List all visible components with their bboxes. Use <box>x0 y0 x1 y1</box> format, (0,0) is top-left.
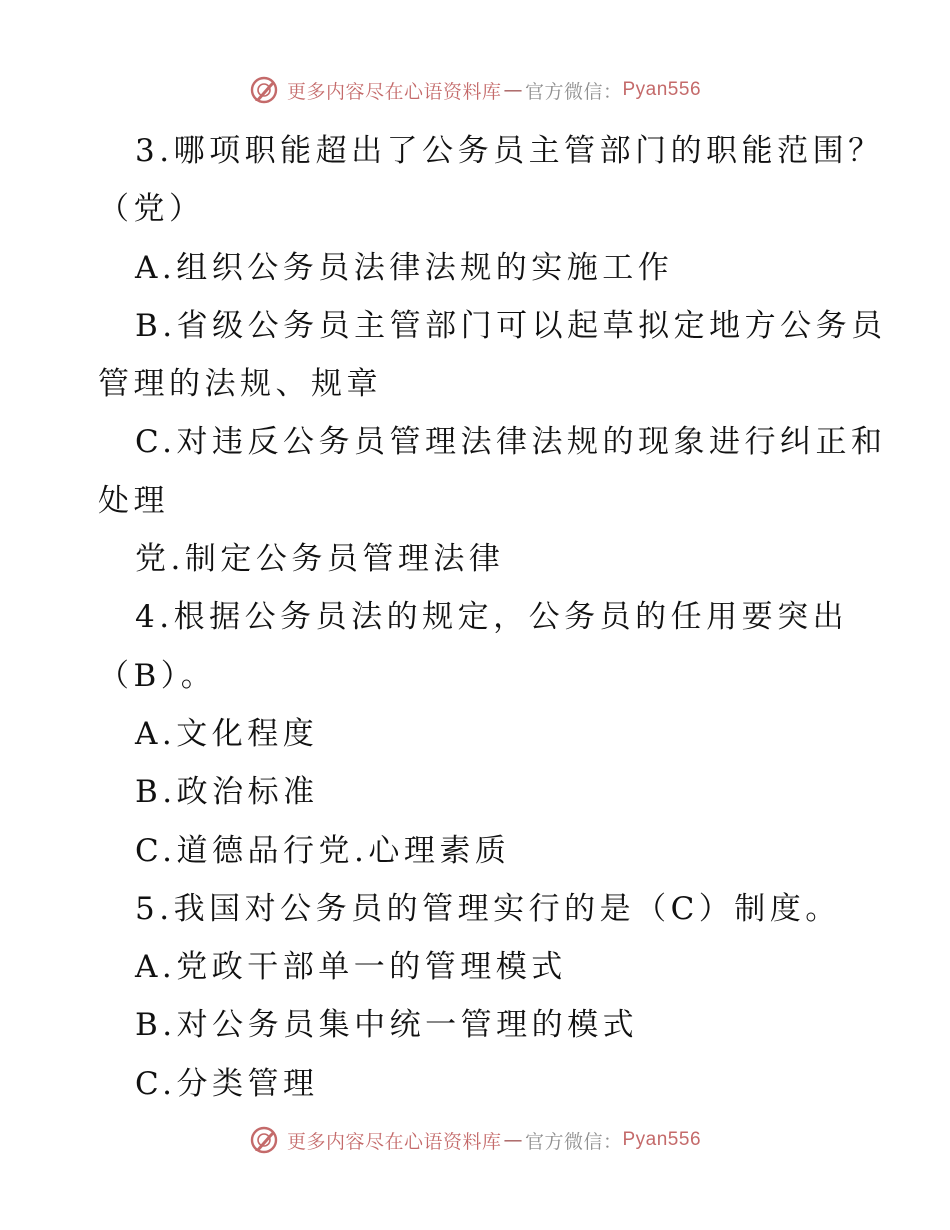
watermark-wechat-id: Pyan556 <box>622 79 702 100</box>
document-body <box>98 122 887 1113</box>
header-watermark <box>0 70 950 110</box>
quill-seal-icon <box>249 75 279 105</box>
question-4-line-1: 4.根据公务员法的规定，公务员的任用要突出 <box>135 599 849 636</box>
question-3-option-a: A.组织公务员法律法规的实施工作 <box>135 249 674 286</box>
watermark-official-label: 官方微信： <box>524 1130 623 1153</box>
question-4-option-b: B.政治标准 <box>135 774 319 811</box>
question-3-option-b-line-2: 管理的法规、规章 <box>98 366 382 403</box>
question-3-answer: （党） <box>98 191 205 228</box>
quill-seal-icon <box>249 1125 279 1155</box>
watermark-wechat-id: Pyan556 <box>622 1129 702 1150</box>
question-5-option-b: B.对公务员集中统一管理的模式 <box>135 1007 639 1044</box>
question-3-option-c-line-1: C.对违反公务员管理法律法规的现象进行纠正和 <box>135 424 887 461</box>
question-3-option-b-line-1: B.省级公务员主管部门可以起草拟定地方公务员 <box>135 307 887 344</box>
question-3-option-c-line-2: 处理 <box>98 482 169 519</box>
question-4-option-a: A.文化程度 <box>135 715 319 752</box>
question-3-option-d: 党.制定公务员管理法律 <box>135 541 505 578</box>
watermark-official-label: 官方微信： <box>524 80 623 103</box>
watermark-separator: — <box>503 1129 523 1151</box>
question-5-option-c: C.分类管理 <box>135 1065 319 1102</box>
footer-watermark <box>0 1120 950 1160</box>
watermark-site-name: 更多内容尽在心语资料库 <box>286 1130 502 1153</box>
question-5-option-a: A.党政干部单一的管理模式 <box>135 949 567 986</box>
question-4-answer: （B）。 <box>98 657 217 694</box>
question-4-option-c-d: C.道德品行党.心理素质 <box>135 832 511 869</box>
question-5-line-1: 5.我国对公务员的管理实行的是（C）制度。 <box>135 890 841 927</box>
watermark-site-name: 更多内容尽在心语资料库 <box>286 80 502 103</box>
question-3-line-1: 3.哪项职能超出了公务员主管部门的职能范围？ <box>135 133 884 169</box>
watermark-separator: — <box>503 79 523 101</box>
